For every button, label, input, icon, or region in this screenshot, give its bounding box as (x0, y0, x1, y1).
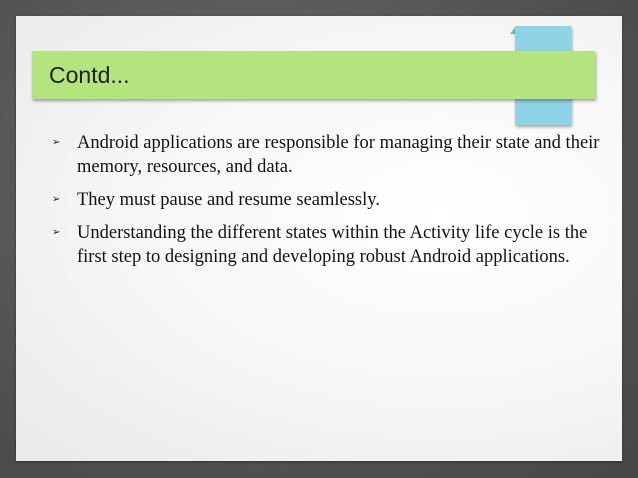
slide (16, 16, 622, 461)
bullet-text: Understanding the different states within the Activity life cycle is the first step to designing and developing robust Android applications. (77, 223, 588, 267)
bullet-item (52, 221, 612, 269)
slide-title: Contd... (49, 62, 130, 88)
bullet-list (52, 131, 612, 278)
arrowhead-bullet-icon: ➢ (52, 137, 61, 148)
bullet-text: They must pause and resume seamlessly. (77, 190, 380, 210)
title-bar (32, 51, 595, 99)
arrowhead-bullet-icon: ➢ (52, 227, 61, 238)
bullet-text: Android applications are responsible for managing their state and their memory, resources, and data. (77, 133, 600, 177)
bullet-item (52, 131, 612, 179)
arrowhead-bullet-icon: ➢ (52, 194, 61, 205)
bullet-item (52, 188, 612, 212)
